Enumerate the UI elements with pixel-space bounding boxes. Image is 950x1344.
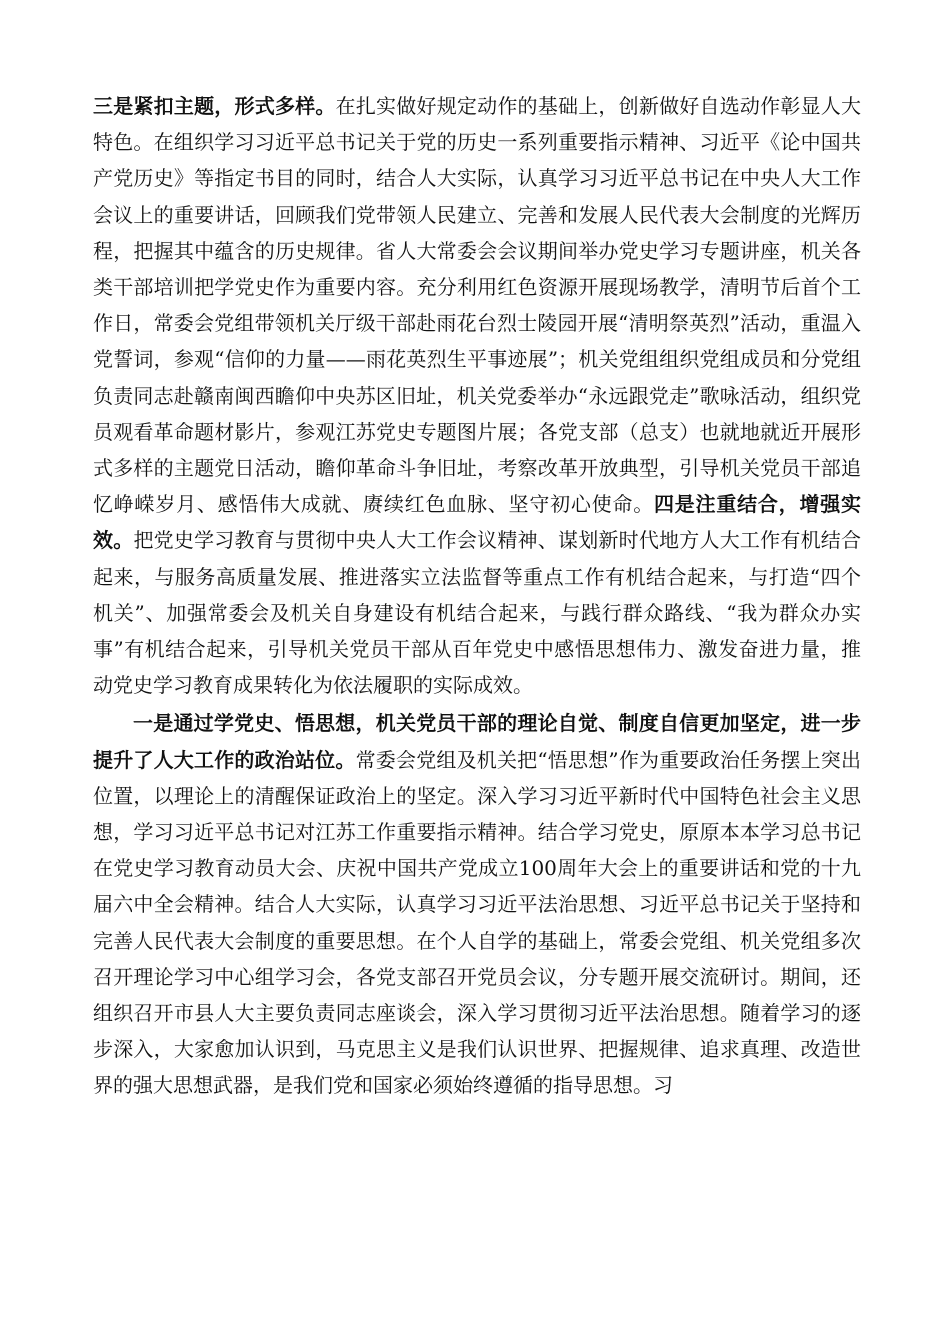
paragraph-text: 把党史学习教育与贯彻中央人大工作会议精神、谋划新时代地方人大工作有机结合起来，与服务高质量发展、推进落实立法监督等重点工作有机结合起来，与打造“四个机关”、加强常委会及机关自身建设有机结合起来，与践行群众路线、“我为群众办实事”有机结合起来，引导机关党员干部从百年党史中感悟思想伟力、激发奋进力量，推动党史学习教育成果转化为依法履职的实际成效。 — [93, 528, 862, 698]
paragraph-theme-forms — [93, 88, 861, 703]
document-page — [93, 88, 861, 1104]
paragraph-text: 在扎实做好规定动作的基础上，创新做好自选动作彰显人大特色。在组织学习习近平总书记关于党的历史一系列重要指示精神、习近平《论中国共产党历史》等指定书目的同时，结合人大实际，认真学习习近平总书记在中央人大工作会议上的重要讲话，回顾我们党带领人民建立、完善和发展人民代表大会制度的光辉历程，把握其中蕴含的历史规律。省人大常委会会议期间举办党史学习专题讲座，机关各类干部培训把学党史作为重要内容。充分利用红色资源开展现场教学，清明节后首个工作日，常委会党组带领机关厅级干部赴雨花台烈士陵园开展“清明祭英烈”活动，重温入党誓词，参观“信仰的力量——雨花英烈生平事迹展”；机关党组组织党组成员和分党组负责同志赴赣南闽西瞻仰中央苏区旧址，机关党委举办“永远跟党走”歌咏活动，组织党员观看革命题材影片，参观江苏党史专题图片展；各党支部（总支）也就地就近开展形式多样的主题党日活动，瞻仰革命斗争旧址，考察改革开放典型，引导机关党员干部追忆峥嵘岁月、感悟伟大成就、赓续红色血脉、坚守初心使命。 — [93, 94, 862, 517]
section-heading-three: 三是紧扣主题，形式多样。 — [93, 94, 336, 118]
section-heading-one: 一是通过学党史、悟思想，机关党员干部的理论自觉、制度自信更加坚定，进一步提升了人大工作的政治站位。 — [93, 711, 861, 772]
paragraph-theory-study — [93, 705, 861, 1103]
section-heading-four: 四是注重结合，增强实效。 — [93, 492, 862, 553]
paragraph-text: 常委会党组及机关把“悟思想”作为重要政治任务摆上突出位置，以理论上的清醒保证政治上的坚定。深入学习习近平新时代中国特色社会主义思想，学习习近平总书记对江苏工作重要指示精神。结合学习党史，原原本本学习总书记在党史学习教育动员大会、庆祝中国共产党成立100周年大会上的重要讲话和党的十九届六中全会精神。结合人大实际，认真学习习近平法治思想、习近平总书记关于坚持和完善人民代表大会制度的重要思想。在个人自学的基础上，常委会党组、机关党组多次召开理论学习中心组学习会，各党支部召开党员会议，分专题开展交流研讨。期间，还组织召开市县人大主要负责同志座谈会，深入学习贯彻习近平法治思想。随着学习的逐步深入，大家愈加认识到，马克思主义是我们认识世界、把握规律、追求真理、改造世界的强大思想武器，是我们党和国家必须始终遵循的指导思想。习 — [93, 747, 862, 1098]
